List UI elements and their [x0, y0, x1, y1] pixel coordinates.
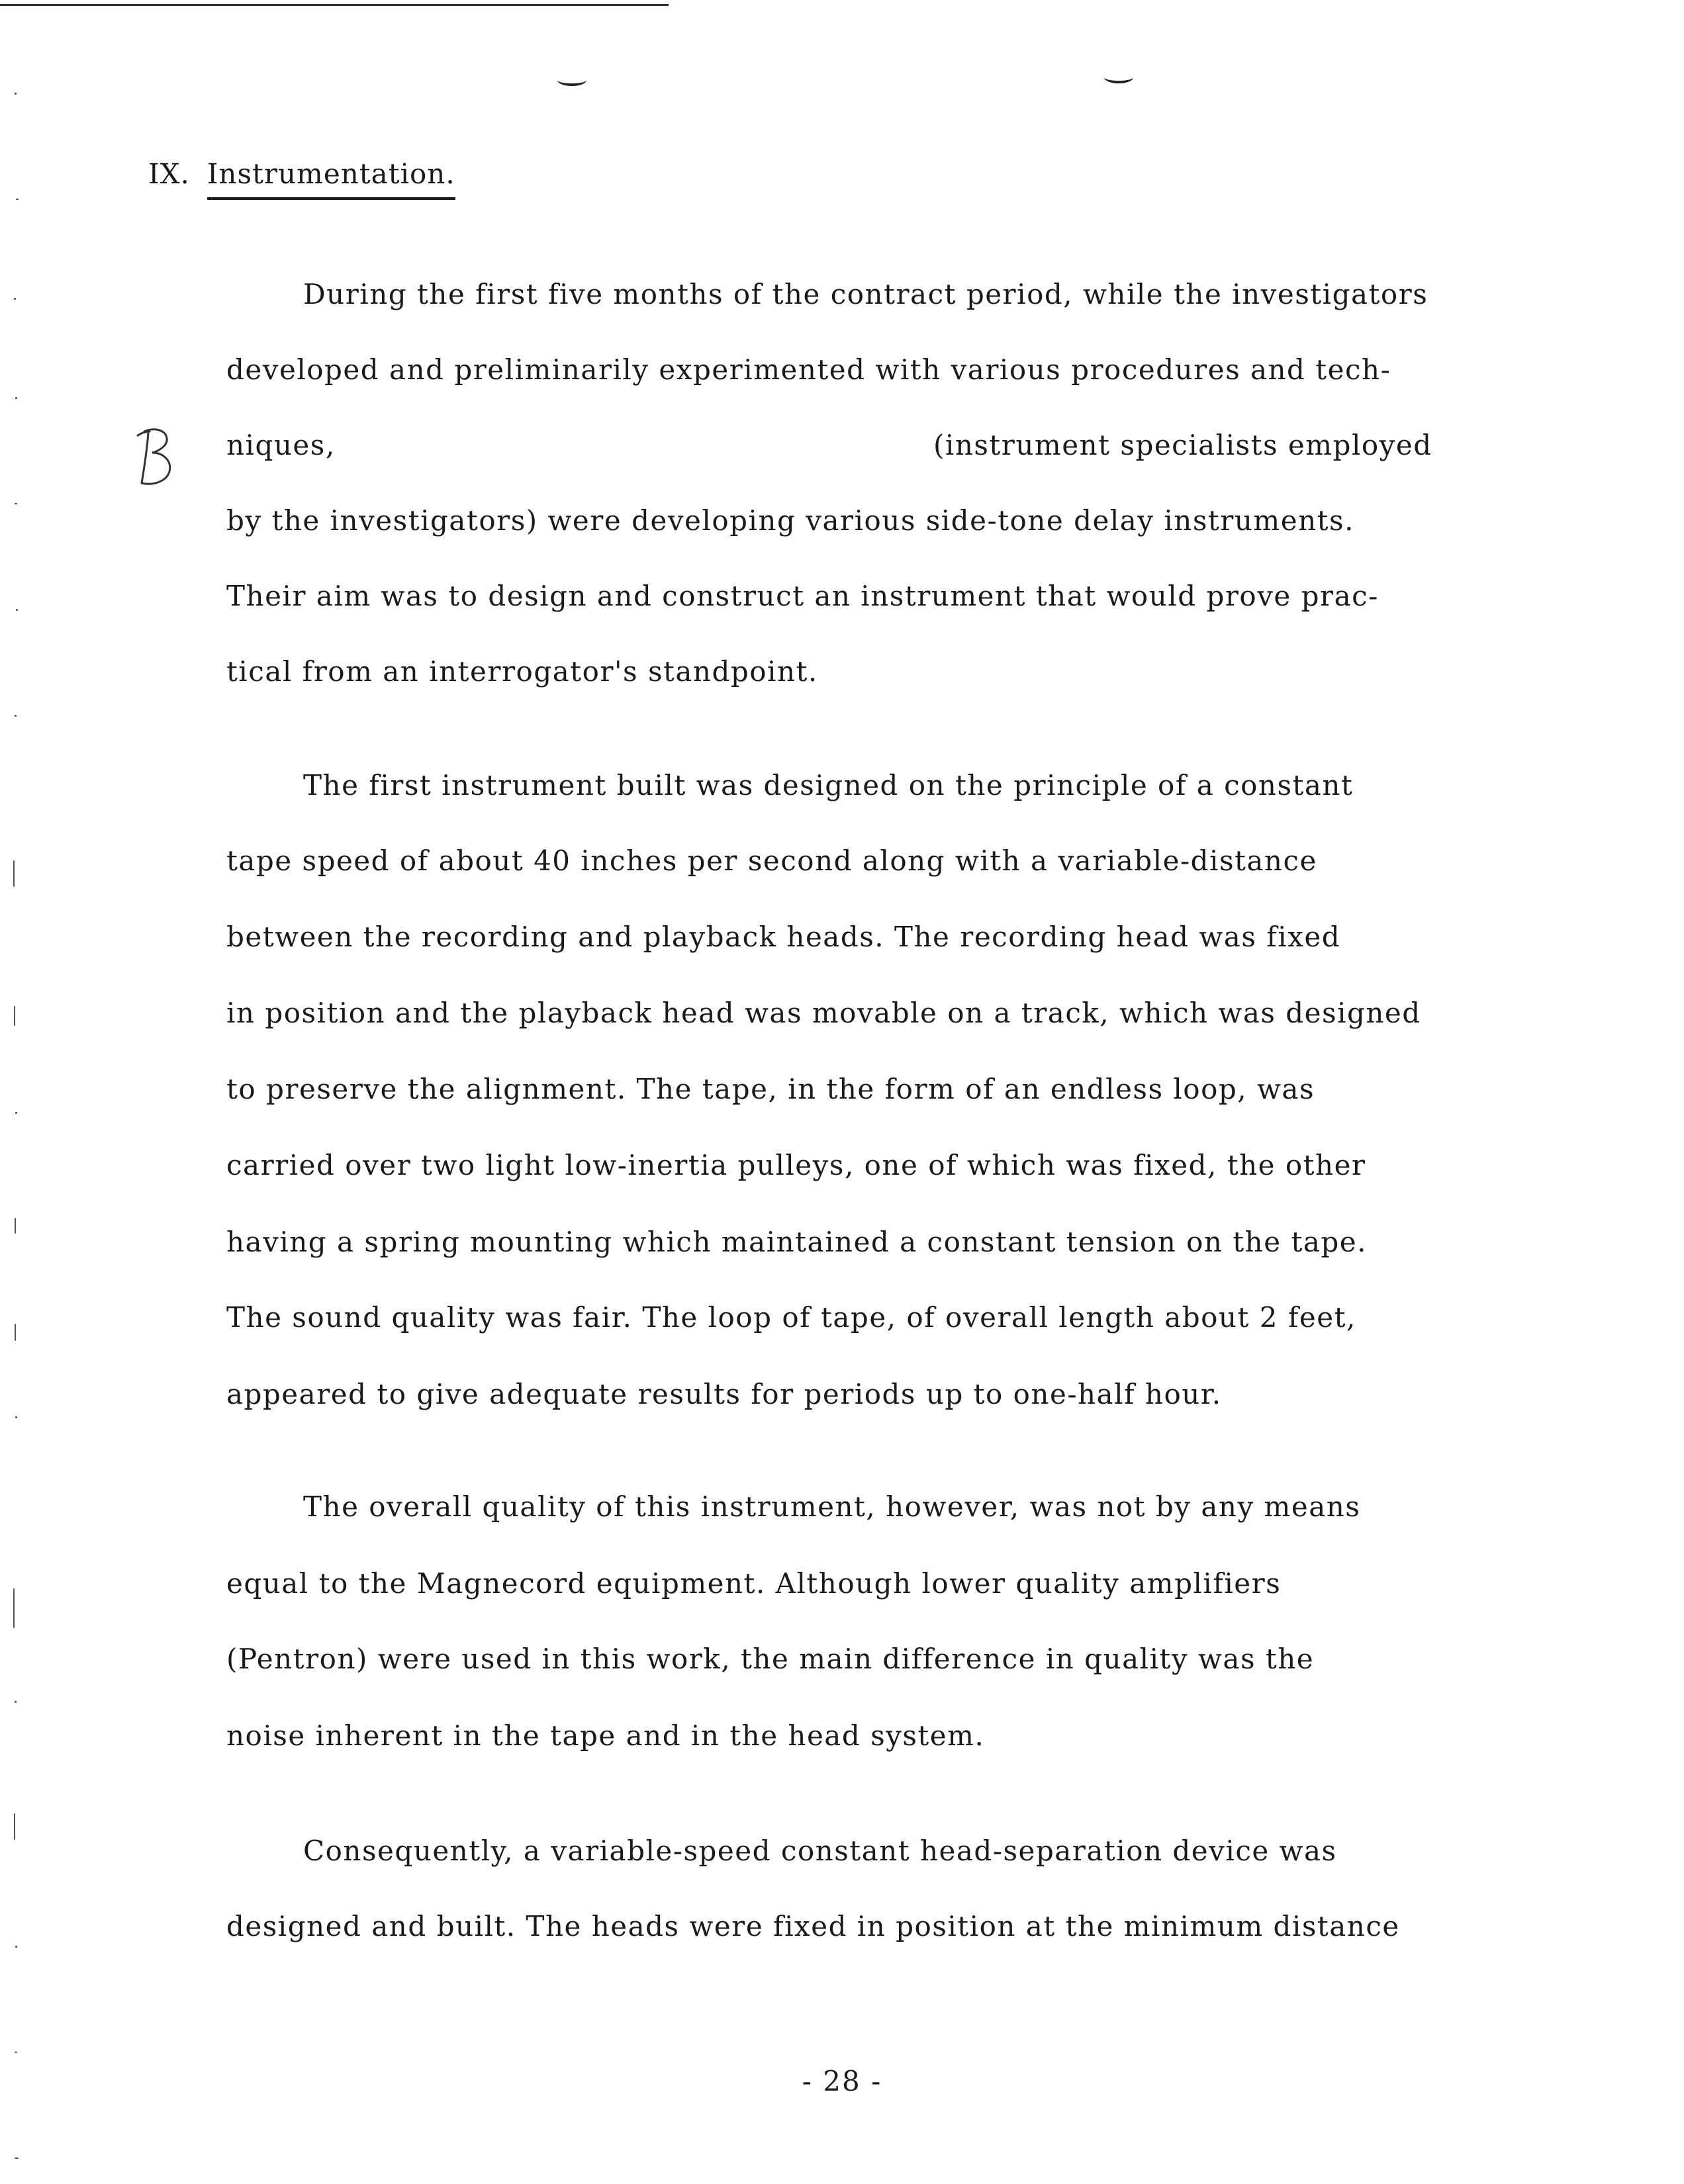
margin-speck: [15, 503, 17, 504]
section-heading: [148, 158, 455, 200]
text-line: Consequently, a variable-speed constant head-separation device was: [303, 1835, 1337, 1867]
margin-speck: [15, 397, 17, 399]
margin-speck: [14, 1813, 15, 1840]
handwritten-b-mark: [132, 424, 179, 490]
text-line: between the recording and playback heads. The recording head was fixed: [226, 921, 1341, 953]
margin-speck: [15, 1701, 17, 1703]
margin-speck: [15, 2158, 19, 2159]
margin-scan-specks: [12, 79, 38, 2118]
page-number: - 28 -: [802, 2065, 882, 2097]
text-line: niques,: [226, 429, 336, 461]
handwritten-margin-annotation: [132, 424, 179, 490]
margin-speck: [15, 1416, 17, 1418]
text-line: in position and the playback head was movable on a track, which was designed: [226, 997, 1421, 1029]
margin-speck: [15, 1112, 17, 1114]
text-line: The overall quality of this instrument, however, was not by any means: [303, 1490, 1361, 1523]
section-number: IX.: [148, 158, 190, 190]
top-mark-right: [1104, 71, 1133, 83]
text-line: carried over two light low-inertia pulleys, one of which was fixed, the other: [226, 1149, 1366, 1181]
top-rule: [0, 4, 669, 6]
margin-speck: [15, 1946, 17, 1948]
text-line: (instrument specialists employed: [933, 429, 1432, 461]
text-line: Their aim was to design and construct an instrument that would prove prac-: [226, 580, 1379, 612]
text-line: The first instrument built was designed on the principle of a constant: [303, 769, 1354, 801]
text-line: tical from an interrogator's standpoint.: [226, 655, 818, 688]
text-line: noise inherent in the tape and in the head system.: [226, 1719, 985, 1752]
text-line: by the investigators) were developing various side-tone delay instruments.: [226, 504, 1354, 537]
margin-speck: [16, 609, 18, 611]
text-line: to preserve the alignment. The tape, in the form of an endless loop, was: [226, 1073, 1315, 1105]
top-mark-left: [557, 74, 586, 86]
text-line: developed and preliminarily experimented with various procedures and tech-: [226, 353, 1391, 386]
margin-speck: [15, 93, 17, 95]
text-line: equal to the Magnecord equipment. Although lower quality amplifiers: [226, 1567, 1282, 1600]
margin-speck: [15, 715, 17, 717]
text-line: (Pentron) were used in this work, the main difference in quality was the: [226, 1643, 1315, 1675]
margin-speck: [13, 860, 15, 887]
text-line: The sound quality was fair. The loop of tape, of overall length about 2 feet,: [226, 1301, 1356, 1334]
margin-speck: [15, 2052, 17, 2053]
margin-speck: [15, 1218, 16, 1234]
margin-speck: [14, 298, 16, 300]
margin-speck: [13, 1588, 15, 1628]
margin-speck: [15, 1324, 16, 1341]
text-line: designed and built. The heads were fixed in position at the minimum distance: [226, 1910, 1400, 1942]
text-line: During the first five months of the contract period, while the investigators: [303, 278, 1428, 310]
section-title: Instrumentation.: [207, 160, 455, 200]
text-line: having a spring mounting which maintained a constant tension on the tape.: [226, 1226, 1367, 1258]
text-line: tape speed of about 40 inches per second along with a variable-distance: [226, 844, 1317, 877]
text-line: appeared to give adequate results for periods up to one-half hour.: [226, 1378, 1222, 1410]
margin-speck: [16, 199, 19, 200]
margin-speck: [14, 1006, 15, 1026]
